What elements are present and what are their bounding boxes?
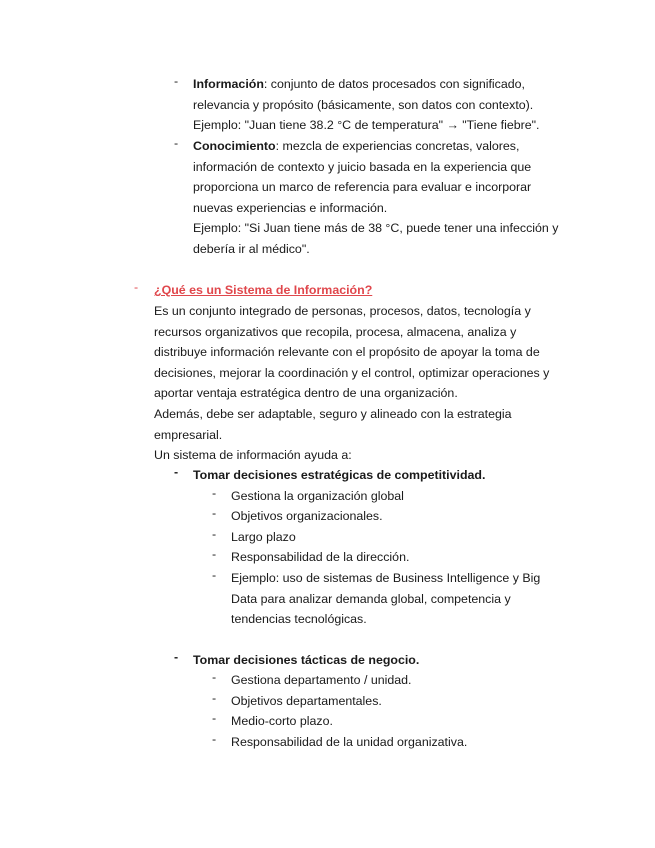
definition-text: : conjunto de datos procesados con significado, [263,77,525,91]
definition-example: Ejemplo: "Juan tiene 38.2 °C de temperatura" → "Tiene fiebre". [193,118,540,133]
section-heading [134,280,373,301]
group-title-tactical [174,650,420,671]
list-item-text: Ejemplo: uso de sistemas de Business Intelligence y Big [231,571,541,585]
list-item [212,711,333,732]
paragraph-line: decisiones, mejorar la coordinación y el control, optimizar operaciones y [154,365,550,380]
bullet-dash: - [212,711,217,725]
bullet-dash: - [134,280,139,294]
group-title: Tomar decisiones tácticas de negocio. [193,653,420,667]
bullet-dash: - [174,465,179,479]
bullet-dash: - [212,568,217,582]
definition-informacion [174,74,540,136]
list-item-text: tendencias tecnológicas. [231,612,367,627]
list-item-text: Responsabilidad de la dirección. [231,550,410,564]
list-item-text: Gestiona la organización global [231,489,404,503]
group-title: Tomar decisiones estratégicas de competitividad. [193,468,486,482]
bullet-dash: - [212,691,217,705]
list-item-text: Objetivos departamentales. [231,694,382,708]
definition-line: información de contexto y juicio basada en la experiencia que [193,159,532,174]
definition-line [193,74,540,95]
definition-line: proporciona un marco de referencia para evaluar e incorporar [193,180,532,195]
list-item-text: Largo plazo [231,530,296,544]
list-item-text: Objetivos organizacionales. [231,509,383,523]
paragraph-line: empresarial. [154,427,223,442]
bullet-dash: - [212,506,217,520]
list-item [212,670,412,691]
section-paragraph [154,301,549,466]
list-item [212,527,296,548]
bullet-dash: - [174,74,179,88]
group-title-strategic [174,465,486,486]
heading-link[interactable]: ¿Qué es un Sistema de Información? [154,283,373,297]
definition-example: debería ir al médico". [193,241,310,256]
definition-line: nuevas experiencias e información. [193,200,388,215]
paragraph-line: Es un conjunto integrado de personas, procesos, datos, tecnología y [154,304,531,318]
definition-example: Ejemplo: "Si Juan tiene más de 38 °C, puede tener una infección y [193,221,559,236]
bullet-dash: - [212,527,217,541]
paragraph-line: aportar ventaja estratégica dentro de una organización. [154,386,458,401]
bullet-dash: - [174,136,179,150]
paragraph-line: recursos organizativos que recopila, procesa, almacena, analiza y [154,324,517,339]
list-item [212,732,468,753]
list-item [212,506,383,527]
paragraph-line: Además, debe ser adaptable, seguro y alineado con la estrategia [154,406,512,421]
definition-conocimiento [174,136,559,260]
list-item-text: Responsabilidad de la unidad organizativa. [231,735,468,749]
term-informacion: Información [193,77,264,91]
list-item-text: Medio-corto plazo. [231,714,333,728]
bullet-dash: - [212,732,217,746]
list-item [212,691,382,712]
list-item [212,486,404,507]
definition-text: : mezcla de experiencias concretas, valores, [275,139,520,153]
paragraph-line: Un sistema de información ayuda a: [154,448,352,463]
list-item-text: Gestiona departamento / unidad. [231,673,412,687]
bullet-dash: - [212,486,217,500]
paragraph-line: distribuye información relevante con el propósito de apoyar la toma de [154,345,540,360]
definition-line [193,136,558,157]
bullet-dash: - [174,650,179,664]
bullet-dash: - [212,670,217,684]
list-item [212,568,541,630]
list-item-text: Data para analizar demanda global, competencia y [231,591,511,606]
list-item [212,547,410,568]
term-conocimiento: Conocimiento [193,139,276,153]
definition-line: relevancia y propósito (básicamente, son datos con contexto). [193,97,534,112]
bullet-dash: - [212,547,217,561]
